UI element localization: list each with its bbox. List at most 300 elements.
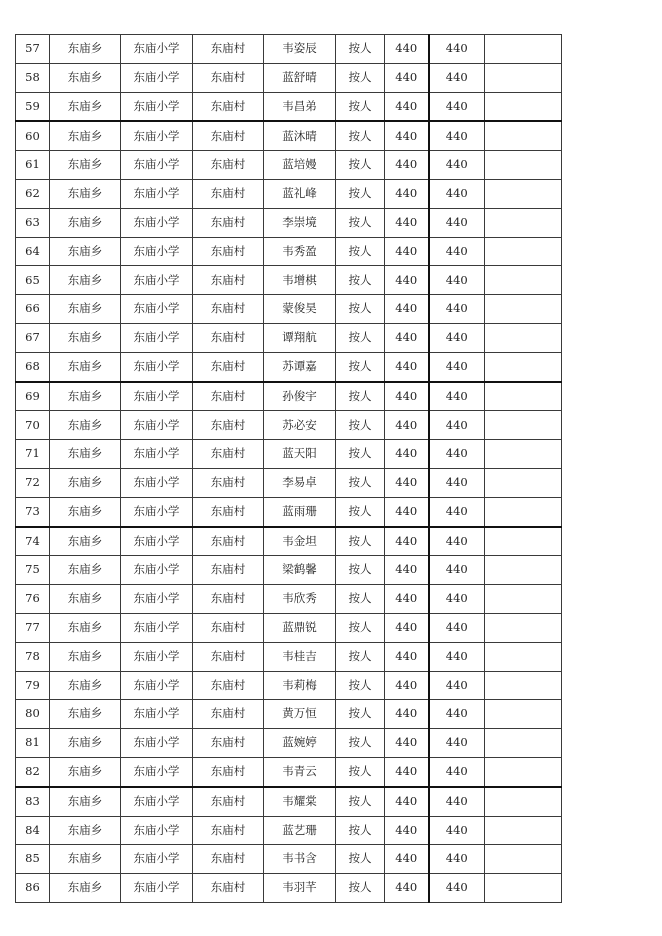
table-row — [16, 92, 562, 121]
school-cell: 东庙小学 — [121, 527, 193, 556]
allocation-basis-cell: 按人 — [336, 642, 385, 671]
school-cell: 东庙小学 — [121, 92, 193, 121]
standard-amount-cell: 440 — [385, 440, 429, 469]
standard-amount-cell: 440 — [385, 237, 429, 266]
township-cell: 东庙乡 — [50, 787, 121, 816]
remark-cell — [485, 92, 562, 121]
village-cell: 东庙村 — [193, 468, 264, 497]
student-name-cell: 韦书含 — [264, 845, 336, 874]
remark-cell — [485, 266, 562, 295]
table-row — [16, 382, 562, 411]
paid-amount-cell: 440 — [429, 151, 485, 180]
township-cell: 东庙乡 — [50, 816, 121, 845]
school-cell: 东庙小学 — [121, 237, 193, 266]
allocation-basis-cell: 按人 — [336, 35, 385, 64]
remark-cell — [485, 382, 562, 411]
allocation-basis-cell: 按人 — [336, 816, 385, 845]
standard-amount-cell: 440 — [385, 266, 429, 295]
school-cell: 东庙小学 — [121, 845, 193, 874]
table-row — [16, 556, 562, 585]
village-cell: 东庙村 — [193, 700, 264, 729]
standard-amount-cell: 440 — [385, 179, 429, 208]
standard-amount-cell: 440 — [385, 585, 429, 614]
township-cell: 东庙乡 — [50, 845, 121, 874]
school-cell: 东庙小学 — [121, 382, 193, 411]
village-cell: 东庙村 — [193, 556, 264, 585]
student-name-cell: 韦耀棠 — [264, 787, 336, 816]
paid-amount-cell: 440 — [429, 642, 485, 671]
school-cell: 东庙小学 — [121, 63, 193, 92]
township-cell: 东庙乡 — [50, 266, 121, 295]
table-row — [16, 151, 562, 180]
village-cell: 东庙村 — [193, 527, 264, 556]
allocation-basis-cell: 按人 — [336, 497, 385, 526]
standard-amount-cell: 440 — [385, 92, 429, 121]
table-row — [16, 874, 562, 903]
village-cell: 东庙村 — [193, 179, 264, 208]
standard-amount-cell: 440 — [385, 671, 429, 700]
paid-amount-cell: 440 — [429, 874, 485, 903]
school-cell: 东庙小学 — [121, 411, 193, 440]
school-cell: 东庙小学 — [121, 556, 193, 585]
allocation-basis-cell: 按人 — [336, 151, 385, 180]
township-cell: 东庙乡 — [50, 92, 121, 121]
school-cell: 东庙小学 — [121, 208, 193, 237]
paid-amount-cell: 440 — [429, 411, 485, 440]
allocation-basis-cell: 按人 — [336, 671, 385, 700]
allocation-basis-cell: 按人 — [336, 266, 385, 295]
row-number-cell: 77 — [16, 613, 50, 642]
row-number-cell: 85 — [16, 845, 50, 874]
remark-cell — [485, 323, 562, 352]
standard-amount-cell: 440 — [385, 208, 429, 237]
school-cell: 东庙小学 — [121, 440, 193, 469]
school-cell: 东庙小学 — [121, 642, 193, 671]
village-cell: 东庙村 — [193, 787, 264, 816]
table-row — [16, 179, 562, 208]
township-cell: 东庙乡 — [50, 585, 121, 614]
student-name-cell: 韦欣秀 — [264, 585, 336, 614]
roster-table — [15, 34, 562, 903]
row-number-cell: 66 — [16, 295, 50, 324]
standard-amount-cell: 440 — [385, 121, 429, 150]
table-row — [16, 266, 562, 295]
student-name-cell: 蓝鼎锐 — [264, 613, 336, 642]
allocation-basis-cell: 按人 — [336, 845, 385, 874]
table-row — [16, 613, 562, 642]
remark-cell — [485, 671, 562, 700]
student-name-cell: 蓝培嫚 — [264, 151, 336, 180]
table-row — [16, 816, 562, 845]
township-cell: 东庙乡 — [50, 642, 121, 671]
village-cell: 东庙村 — [193, 671, 264, 700]
allocation-basis-cell: 按人 — [336, 787, 385, 816]
row-number-cell: 86 — [16, 874, 50, 903]
paid-amount-cell: 440 — [429, 352, 485, 381]
table-row — [16, 121, 562, 150]
paid-amount-cell: 440 — [429, 179, 485, 208]
row-number-cell: 71 — [16, 440, 50, 469]
school-cell: 东庙小学 — [121, 468, 193, 497]
township-cell: 东庙乡 — [50, 729, 121, 758]
standard-amount-cell: 440 — [385, 151, 429, 180]
township-cell: 东庙乡 — [50, 151, 121, 180]
township-cell: 东庙乡 — [50, 208, 121, 237]
remark-cell — [485, 729, 562, 758]
remark-cell — [485, 295, 562, 324]
standard-amount-cell: 440 — [385, 382, 429, 411]
standard-amount-cell: 440 — [385, 295, 429, 324]
standard-amount-cell: 440 — [385, 323, 429, 352]
row-number-cell: 57 — [16, 35, 50, 64]
paid-amount-cell: 440 — [429, 527, 485, 556]
school-cell: 东庙小学 — [121, 787, 193, 816]
table-row — [16, 237, 562, 266]
table-row — [16, 671, 562, 700]
student-name-cell: 蓝婉婷 — [264, 729, 336, 758]
row-number-cell: 83 — [16, 787, 50, 816]
school-cell: 东庙小学 — [121, 700, 193, 729]
allocation-basis-cell: 按人 — [336, 382, 385, 411]
student-name-cell: 蓝雨珊 — [264, 497, 336, 526]
paid-amount-cell: 440 — [429, 787, 485, 816]
table-row — [16, 35, 562, 64]
standard-amount-cell: 440 — [385, 411, 429, 440]
paid-amount-cell: 440 — [429, 700, 485, 729]
row-number-cell: 73 — [16, 497, 50, 526]
student-name-cell: 韦莉梅 — [264, 671, 336, 700]
paid-amount-cell: 440 — [429, 729, 485, 758]
paid-amount-cell: 440 — [429, 816, 485, 845]
allocation-basis-cell: 按人 — [336, 121, 385, 150]
table-row — [16, 468, 562, 497]
row-number-cell: 68 — [16, 352, 50, 381]
row-number-cell: 76 — [16, 585, 50, 614]
village-cell: 东庙村 — [193, 411, 264, 440]
allocation-basis-cell: 按人 — [336, 208, 385, 237]
village-cell: 东庙村 — [193, 35, 264, 64]
table-row — [16, 787, 562, 816]
remark-cell — [485, 585, 562, 614]
student-name-cell: 韦桂吉 — [264, 642, 336, 671]
remark-cell — [485, 352, 562, 381]
standard-amount-cell: 440 — [385, 700, 429, 729]
row-number-cell: 84 — [16, 816, 50, 845]
township-cell: 东庙乡 — [50, 237, 121, 266]
village-cell: 东庙村 — [193, 121, 264, 150]
row-number-cell: 61 — [16, 151, 50, 180]
student-name-cell: 李崇境 — [264, 208, 336, 237]
standard-amount-cell: 440 — [385, 556, 429, 585]
standard-amount-cell: 440 — [385, 816, 429, 845]
township-cell: 东庙乡 — [50, 671, 121, 700]
township-cell: 东庙乡 — [50, 440, 121, 469]
township-cell: 东庙乡 — [50, 874, 121, 903]
row-number-cell: 60 — [16, 121, 50, 150]
student-name-cell: 蓝艺珊 — [264, 816, 336, 845]
standard-amount-cell: 440 — [385, 845, 429, 874]
allocation-basis-cell: 按人 — [336, 613, 385, 642]
standard-amount-cell: 440 — [385, 468, 429, 497]
township-cell: 东庙乡 — [50, 527, 121, 556]
remark-cell — [485, 556, 562, 585]
school-cell: 东庙小学 — [121, 35, 193, 64]
standard-amount-cell: 440 — [385, 35, 429, 64]
township-cell: 东庙乡 — [50, 352, 121, 381]
remark-cell — [485, 411, 562, 440]
table-row — [16, 845, 562, 874]
township-cell: 东庙乡 — [50, 411, 121, 440]
township-cell: 东庙乡 — [50, 295, 121, 324]
table-row — [16, 757, 562, 786]
standard-amount-cell: 440 — [385, 497, 429, 526]
remark-cell — [485, 787, 562, 816]
school-cell: 东庙小学 — [121, 613, 193, 642]
student-name-cell: 韦青云 — [264, 757, 336, 786]
row-number-cell: 67 — [16, 323, 50, 352]
paid-amount-cell: 440 — [429, 440, 485, 469]
standard-amount-cell: 440 — [385, 729, 429, 758]
remark-cell — [485, 179, 562, 208]
standard-amount-cell: 440 — [385, 642, 429, 671]
row-number-cell: 78 — [16, 642, 50, 671]
village-cell: 东庙村 — [193, 757, 264, 786]
standard-amount-cell: 440 — [385, 787, 429, 816]
school-cell: 东庙小学 — [121, 179, 193, 208]
student-name-cell: 韦羽芊 — [264, 874, 336, 903]
allocation-basis-cell: 按人 — [336, 295, 385, 324]
township-cell: 东庙乡 — [50, 323, 121, 352]
paid-amount-cell: 440 — [429, 585, 485, 614]
village-cell: 东庙村 — [193, 613, 264, 642]
school-cell: 东庙小学 — [121, 874, 193, 903]
row-number-cell: 62 — [16, 179, 50, 208]
table-row — [16, 527, 562, 556]
allocation-basis-cell: 按人 — [336, 468, 385, 497]
student-name-cell: 韦金坦 — [264, 527, 336, 556]
remark-cell — [485, 527, 562, 556]
allocation-basis-cell: 按人 — [336, 440, 385, 469]
village-cell: 东庙村 — [193, 816, 264, 845]
table-row — [16, 497, 562, 526]
standard-amount-cell: 440 — [385, 63, 429, 92]
paid-amount-cell: 440 — [429, 382, 485, 411]
village-cell: 东庙村 — [193, 874, 264, 903]
allocation-basis-cell: 按人 — [336, 352, 385, 381]
paid-amount-cell: 440 — [429, 671, 485, 700]
standard-amount-cell: 440 — [385, 527, 429, 556]
paid-amount-cell: 440 — [429, 556, 485, 585]
allocation-basis-cell: 按人 — [336, 700, 385, 729]
township-cell: 东庙乡 — [50, 179, 121, 208]
paid-amount-cell: 440 — [429, 323, 485, 352]
student-name-cell: 蓝天阳 — [264, 440, 336, 469]
township-cell: 东庙乡 — [50, 556, 121, 585]
remark-cell — [485, 845, 562, 874]
remark-cell — [485, 121, 562, 150]
remark-cell — [485, 440, 562, 469]
allocation-basis-cell: 按人 — [336, 63, 385, 92]
township-cell: 东庙乡 — [50, 63, 121, 92]
table-row — [16, 440, 562, 469]
student-name-cell: 韦增棋 — [264, 266, 336, 295]
paid-amount-cell: 440 — [429, 845, 485, 874]
row-number-cell: 65 — [16, 266, 50, 295]
student-name-cell: 蓝沐晴 — [264, 121, 336, 150]
row-number-cell: 58 — [16, 63, 50, 92]
paid-amount-cell: 440 — [429, 613, 485, 642]
school-cell: 东庙小学 — [121, 757, 193, 786]
school-cell: 东庙小学 — [121, 671, 193, 700]
remark-cell — [485, 208, 562, 237]
village-cell: 东庙村 — [193, 266, 264, 295]
student-name-cell: 韦姿辰 — [264, 35, 336, 64]
village-cell: 东庙村 — [193, 585, 264, 614]
table-row — [16, 411, 562, 440]
allocation-basis-cell: 按人 — [336, 874, 385, 903]
student-name-cell: 李易卓 — [264, 468, 336, 497]
student-name-cell: 蓝舒晴 — [264, 63, 336, 92]
table-row — [16, 295, 562, 324]
village-cell: 东庙村 — [193, 237, 264, 266]
township-cell: 东庙乡 — [50, 468, 121, 497]
table-row — [16, 642, 562, 671]
village-cell: 东庙村 — [193, 845, 264, 874]
student-name-cell: 韦昌弟 — [264, 92, 336, 121]
school-cell: 东庙小学 — [121, 497, 193, 526]
student-name-cell: 黄万恒 — [264, 700, 336, 729]
village-cell: 东庙村 — [193, 151, 264, 180]
allocation-basis-cell: 按人 — [336, 179, 385, 208]
allocation-basis-cell: 按人 — [336, 411, 385, 440]
village-cell: 东庙村 — [193, 440, 264, 469]
student-name-cell: 苏必安 — [264, 411, 336, 440]
village-cell: 东庙村 — [193, 323, 264, 352]
paid-amount-cell: 440 — [429, 121, 485, 150]
township-cell: 东庙乡 — [50, 382, 121, 411]
remark-cell — [485, 63, 562, 92]
school-cell: 东庙小学 — [121, 585, 193, 614]
row-number-cell: 80 — [16, 700, 50, 729]
school-cell: 东庙小学 — [121, 323, 193, 352]
remark-cell — [485, 642, 562, 671]
allocation-basis-cell: 按人 — [336, 729, 385, 758]
allocation-basis-cell: 按人 — [336, 237, 385, 266]
remark-cell — [485, 151, 562, 180]
village-cell: 东庙村 — [193, 642, 264, 671]
school-cell: 东庙小学 — [121, 816, 193, 845]
paid-amount-cell: 440 — [429, 208, 485, 237]
row-number-cell: 82 — [16, 757, 50, 786]
row-number-cell: 81 — [16, 729, 50, 758]
table-row — [16, 323, 562, 352]
township-cell: 东庙乡 — [50, 497, 121, 526]
allocation-basis-cell: 按人 — [336, 527, 385, 556]
township-cell: 东庙乡 — [50, 613, 121, 642]
row-number-cell: 59 — [16, 92, 50, 121]
table-row — [16, 63, 562, 92]
paid-amount-cell: 440 — [429, 237, 485, 266]
paid-amount-cell: 440 — [429, 266, 485, 295]
village-cell: 东庙村 — [193, 729, 264, 758]
village-cell: 东庙村 — [193, 92, 264, 121]
remark-cell — [485, 237, 562, 266]
standard-amount-cell: 440 — [385, 352, 429, 381]
village-cell: 东庙村 — [193, 295, 264, 324]
village-cell: 东庙村 — [193, 382, 264, 411]
standard-amount-cell: 440 — [385, 874, 429, 903]
row-number-cell: 64 — [16, 237, 50, 266]
school-cell: 东庙小学 — [121, 352, 193, 381]
school-cell: 东庙小学 — [121, 151, 193, 180]
paid-amount-cell: 440 — [429, 497, 485, 526]
row-number-cell: 74 — [16, 527, 50, 556]
remark-cell — [485, 613, 562, 642]
school-cell: 东庙小学 — [121, 729, 193, 758]
school-cell: 东庙小学 — [121, 295, 193, 324]
remark-cell — [485, 816, 562, 845]
remark-cell — [485, 874, 562, 903]
school-cell: 东庙小学 — [121, 266, 193, 295]
remark-cell — [485, 468, 562, 497]
table-row — [16, 585, 562, 614]
allocation-basis-cell: 按人 — [336, 757, 385, 786]
allocation-basis-cell: 按人 — [336, 556, 385, 585]
paid-amount-cell: 440 — [429, 92, 485, 121]
township-cell: 东庙乡 — [50, 35, 121, 64]
paid-amount-cell: 440 — [429, 468, 485, 497]
allocation-basis-cell: 按人 — [336, 323, 385, 352]
row-number-cell: 75 — [16, 556, 50, 585]
student-name-cell: 苏谭嘉 — [264, 352, 336, 381]
table-row — [16, 208, 562, 237]
township-cell: 东庙乡 — [50, 700, 121, 729]
remark-cell — [485, 497, 562, 526]
student-name-cell: 孙俊宇 — [264, 382, 336, 411]
village-cell: 东庙村 — [193, 208, 264, 237]
student-name-cell: 梁鹤馨 — [264, 556, 336, 585]
standard-amount-cell: 440 — [385, 613, 429, 642]
paid-amount-cell: 440 — [429, 63, 485, 92]
remark-cell — [485, 757, 562, 786]
village-cell: 东庙村 — [193, 497, 264, 526]
allocation-basis-cell: 按人 — [336, 92, 385, 121]
village-cell: 东庙村 — [193, 352, 264, 381]
row-number-cell: 69 — [16, 382, 50, 411]
village-cell: 东庙村 — [193, 63, 264, 92]
paid-amount-cell: 440 — [429, 295, 485, 324]
paid-amount-cell: 440 — [429, 35, 485, 64]
table-row — [16, 352, 562, 381]
row-number-cell: 72 — [16, 468, 50, 497]
township-cell: 东庙乡 — [50, 121, 121, 150]
table-row — [16, 700, 562, 729]
allocation-basis-cell: 按人 — [336, 585, 385, 614]
standard-amount-cell: 440 — [385, 757, 429, 786]
student-name-cell: 蒙俊昊 — [264, 295, 336, 324]
paid-amount-cell: 440 — [429, 757, 485, 786]
remark-cell — [485, 35, 562, 64]
table-row — [16, 729, 562, 758]
row-number-cell: 70 — [16, 411, 50, 440]
row-number-cell: 79 — [16, 671, 50, 700]
student-name-cell: 谭翔航 — [264, 323, 336, 352]
student-name-cell: 蓝礼峰 — [264, 179, 336, 208]
student-name-cell: 韦秀盈 — [264, 237, 336, 266]
school-cell: 东庙小学 — [121, 121, 193, 150]
row-number-cell: 63 — [16, 208, 50, 237]
roster-table-body — [16, 35, 562, 903]
